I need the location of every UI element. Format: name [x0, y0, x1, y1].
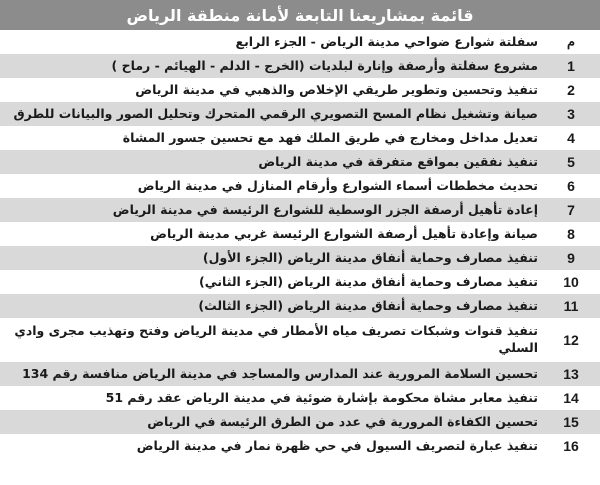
row-number: 3 [567, 106, 575, 122]
table-row [0, 434, 600, 458]
row-number: 9 [567, 250, 575, 266]
table-row [0, 362, 600, 386]
row-number: 16 [563, 438, 579, 454]
page-title: قائمة بمشاريعنا التابعة لأمانة منطقة الرياض [0, 0, 600, 30]
table-row [0, 102, 600, 126]
project-name: صيانة وتشغيل نظام المسح التصويري الرقمي المتحرك وتحليل الصور والبيانات للطرق [13, 105, 538, 121]
project-name: تنفيذ عبارة لتصريف السيول في حي ظهرة نمار في مدينة الرياض [136, 437, 538, 453]
row-number: 7 [567, 202, 575, 218]
projects-table [0, 30, 600, 485]
project-name: تعديل مداخل ومخارج في طريق الملك فهد مع تحسين جسور المشاة [122, 129, 538, 145]
project-name: تنفيذ معابر مشاة محكومة بإشارة ضوئية في مدينة الرياض عقد رقم 51 [105, 389, 538, 405]
table-row [0, 270, 600, 294]
project-name: تحديث مخططات أسماء الشوارع وأرقام المنازل في مدينة الرياض [137, 177, 538, 193]
table-row [0, 174, 600, 198]
row-number: 6 [567, 178, 575, 194]
project-name: تنفيذ نفقين بمواقع متفرقة في مدينة الرياض [258, 153, 538, 169]
table-row [0, 222, 600, 246]
row-number: 13 [563, 366, 579, 382]
table-row [0, 150, 600, 174]
project-name: تحسين السلامة المرورية عند المدارس والمساجد في مدينة الرياض منافسة رقم 134 [22, 365, 538, 381]
table-row [0, 78, 600, 102]
row-number: 11 [563, 298, 579, 314]
row-number: 1 [567, 58, 575, 74]
project-name: تنفيذ مصارف وحماية أنفاق مدينة الرياض (الجزء الثالث) [198, 297, 538, 313]
project-name: تنفيذ مصارف وحماية أنفاق مدينة الرياض (الجزء الأول) [202, 249, 538, 265]
number-column-header: م [566, 34, 576, 49]
table-header-row [0, 30, 600, 54]
project-name: تنفيذ قنوات وشبكات تصريف مياه الأمطار في مدينة الرياض وفتح وتهذيب مجرى وادي السلي [14, 323, 538, 355]
row-number: 10 [563, 274, 579, 290]
row-number: 12 [563, 332, 579, 348]
row-number: 5 [567, 154, 575, 170]
project-name: تحسين الكفاءة المرورية في عدد من الطرق الرئيسة في الرياض [147, 413, 538, 429]
table-row [0, 386, 600, 410]
table-row [0, 246, 600, 270]
table-row [0, 318, 600, 362]
project-name: تنفيذ وتحسين وتطوير طريقي الإخلاص والذهبي في مدينة الرياض [135, 81, 538, 97]
table-row [0, 54, 600, 78]
row-number: 14 [563, 390, 579, 406]
table-row [0, 126, 600, 150]
table-row [0, 294, 600, 318]
project-name: تنفيذ مصارف وحماية أنفاق مدينة الرياض (الجزء الثاني) [198, 273, 538, 289]
row-number: 15 [563, 414, 579, 430]
row-number: 2 [567, 82, 575, 98]
project-name: إعادة تأهيل أرصفة الجزر الوسطية للشوارع الرئيسة في مدينة الرياض [112, 201, 538, 217]
table-row [0, 198, 600, 222]
project-name: مشروع سفلتة وأرصفة وإنارة لبلديات (الخرج - الدلم - الهيائم - رماح ) [111, 57, 538, 73]
header-project-text: سفلتة شوارع ضواحي مدينة الرياض - الجزء الرابع [235, 33, 538, 49]
row-number: 8 [567, 226, 575, 242]
row-number: 4 [567, 130, 575, 146]
table-row [0, 410, 600, 434]
project-name: صيانة وإعادة تأهيل أرصفة الشوارع الرئيسة غربي مدينة الرياض [150, 225, 538, 241]
